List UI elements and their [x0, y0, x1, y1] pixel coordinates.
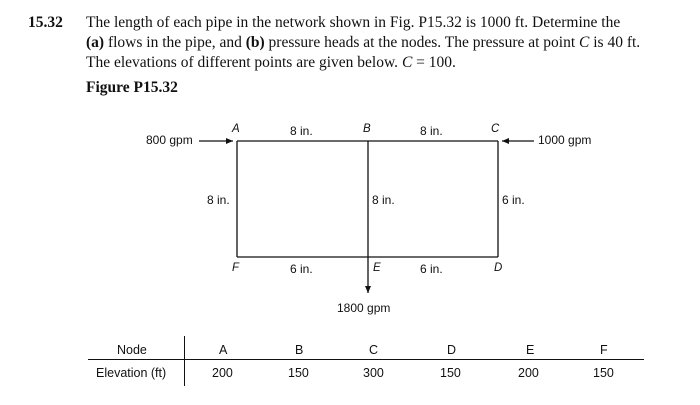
pipe-AF-diameter: 8 in. — [207, 193, 230, 207]
elevation-E: 200 — [518, 366, 539, 380]
part-b-label: (b) — [245, 34, 265, 51]
pipe-ED-diameter: 6 in. — [420, 262, 443, 276]
table-header-C: C — [369, 343, 379, 357]
problem-number: 15.32 — [28, 14, 63, 31]
problem-text-line-3: The elevations of different points are given below. C = 100. — [86, 54, 456, 71]
node-C-label: C — [491, 123, 500, 135]
pipe-AB-diameter: 8 in. — [290, 124, 313, 138]
figure-title: Figure P15.32 — [86, 79, 178, 96]
elevation-B: 150 — [288, 366, 309, 380]
node-F-label: F — [232, 262, 240, 274]
problem-text-line-2: (a) flows in the pipe, and (b) pressure heads at the nodes. The pressure at point C is 40 ft. — [86, 34, 641, 51]
inflow-C-label: 1000 gpm — [538, 133, 592, 147]
outflow-E-label: 1800 gpm — [337, 301, 391, 315]
pipe-FE-diameter: 6 in. — [290, 262, 313, 276]
table-row-label: Elevation (ft) — [96, 366, 167, 380]
elevation-A: 200 — [212, 366, 233, 380]
node-E-label: E — [373, 262, 381, 274]
table-header-D: D — [447, 343, 457, 357]
table-header-F: F — [600, 343, 608, 357]
table-divider-horizontal — [88, 359, 644, 360]
node-A-label: A — [232, 123, 240, 135]
node-D-label: D — [494, 262, 503, 274]
pipe-BC-diameter: 8 in. — [420, 124, 443, 138]
node-B-label: B — [363, 123, 371, 135]
table-header-E: E — [526, 343, 535, 357]
table-header-node: Node — [117, 343, 147, 357]
table-divider-vertical — [184, 336, 185, 386]
elevation-C: 300 — [363, 366, 384, 380]
part-a-label: (a) — [86, 34, 105, 51]
elevation-D: 150 — [440, 366, 461, 380]
pipe-BE-diameter: 8 in. — [372, 193, 395, 207]
problem-text-line-1: The length of each pipe in the network shown in Fig. P15.32 is 1000 ft. Determine the — [86, 14, 621, 31]
elevation-F: 150 — [593, 366, 614, 380]
table-header-A: A — [219, 343, 228, 357]
pipe-CD-diameter: 6 in. — [502, 193, 525, 207]
inflow-A-label: 800 gpm — [146, 133, 193, 147]
table-header-B: B — [295, 343, 304, 357]
